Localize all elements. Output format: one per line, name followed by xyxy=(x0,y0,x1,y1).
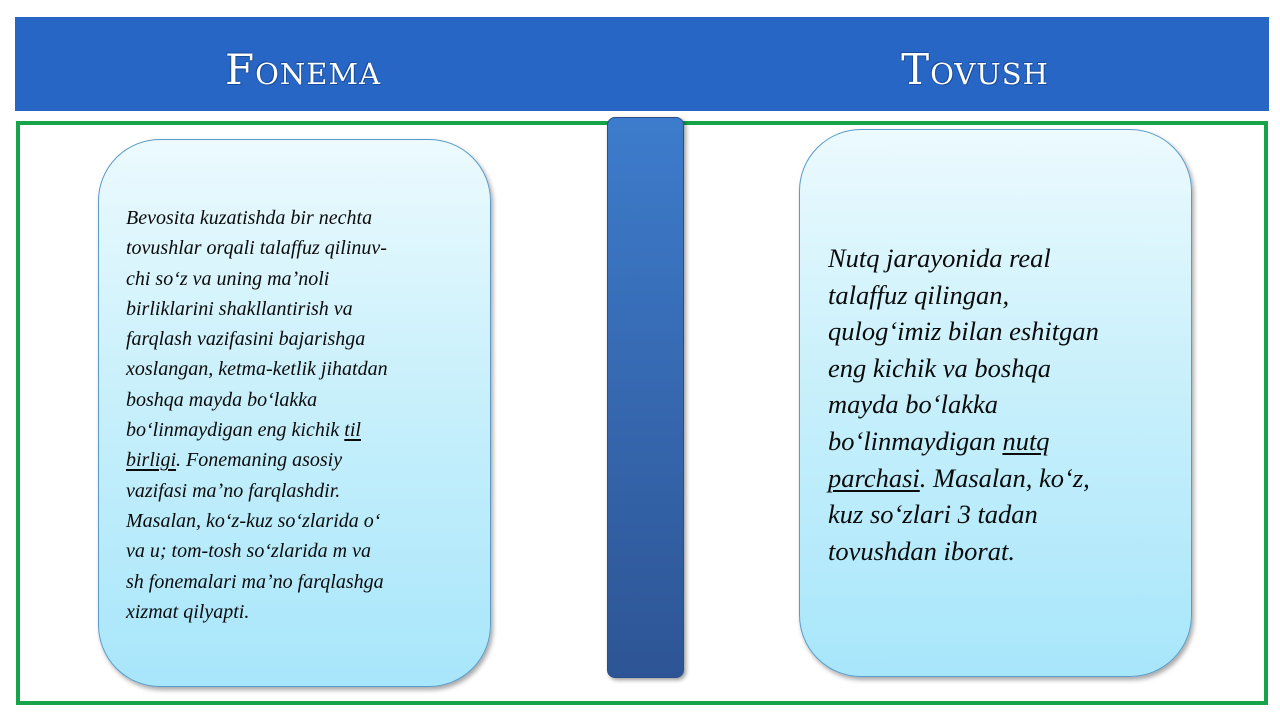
header-title-fonema: Fonema xyxy=(224,45,382,94)
header-bar xyxy=(15,17,1269,111)
tovush-definition-card xyxy=(799,129,1192,677)
tovush-line: talaffuz qilingan, xyxy=(828,279,1010,310)
tovush-line: Nutq jarayonida real xyxy=(828,243,1051,273)
fonema-definition-card xyxy=(98,139,491,687)
tovush-line: kuz soʻzlari 3 tadan xyxy=(828,499,1038,530)
fonema-line: xizmat qilyapti. xyxy=(126,600,250,623)
fonema-line: vazifasi maʼno farqlashdir. xyxy=(126,479,341,502)
tovush-line: tovushdan iborat. xyxy=(828,535,1015,566)
center-divider-bar xyxy=(607,117,684,678)
tovush-line: . Masalan, koʻz, xyxy=(919,462,1090,493)
fonema-line: xoslangan, ketma-ketlik jihatdan xyxy=(126,358,388,381)
fonema-line: va u; tom-tosh soʻzlarida m va xyxy=(126,540,371,563)
tovush-definition-text xyxy=(828,240,1173,569)
fonema-line: tovushlar orqali talaffuz qilinuv- xyxy=(126,237,387,260)
tovush-underlined-term: parchasi xyxy=(828,462,920,493)
tovush-line: eng kichik va boshqa xyxy=(828,352,1051,383)
tovush-line: boʻlinmaydigan xyxy=(828,425,1003,456)
fonema-definition-text xyxy=(126,203,476,627)
fonema-line: boshqa mayda boʻlakka xyxy=(126,388,318,411)
tovush-line: mayda boʻlakka xyxy=(828,389,998,420)
fonema-line: birliklarini shakllantirish va xyxy=(126,297,353,320)
header-title-tovush: Tovush xyxy=(901,45,1049,94)
fonema-line: Masalan, koʻz-kuz soʻzlarida oʻ xyxy=(126,509,381,532)
fonema-line: chi soʻz va uning maʼnoli xyxy=(126,267,330,290)
tovush-line: qulogʻimiz bilan eshitgan xyxy=(828,316,1099,347)
fonema-line: farqlash vazifasini bajarishga xyxy=(126,328,366,351)
fonema-line: boʻlinmaydigan eng kichik xyxy=(126,419,345,442)
fonema-underlined-term: birligi xyxy=(126,449,177,472)
tovush-underlined-term: nutq xyxy=(1002,425,1050,456)
fonema-line: Bevosita kuzatishda bir nechta xyxy=(126,207,373,229)
fonema-line: . Fonemaning asosiy xyxy=(176,449,343,472)
fonema-underlined-term: til xyxy=(344,419,361,442)
fonema-line: sh fonemalari maʼno farqlashga xyxy=(126,570,384,593)
